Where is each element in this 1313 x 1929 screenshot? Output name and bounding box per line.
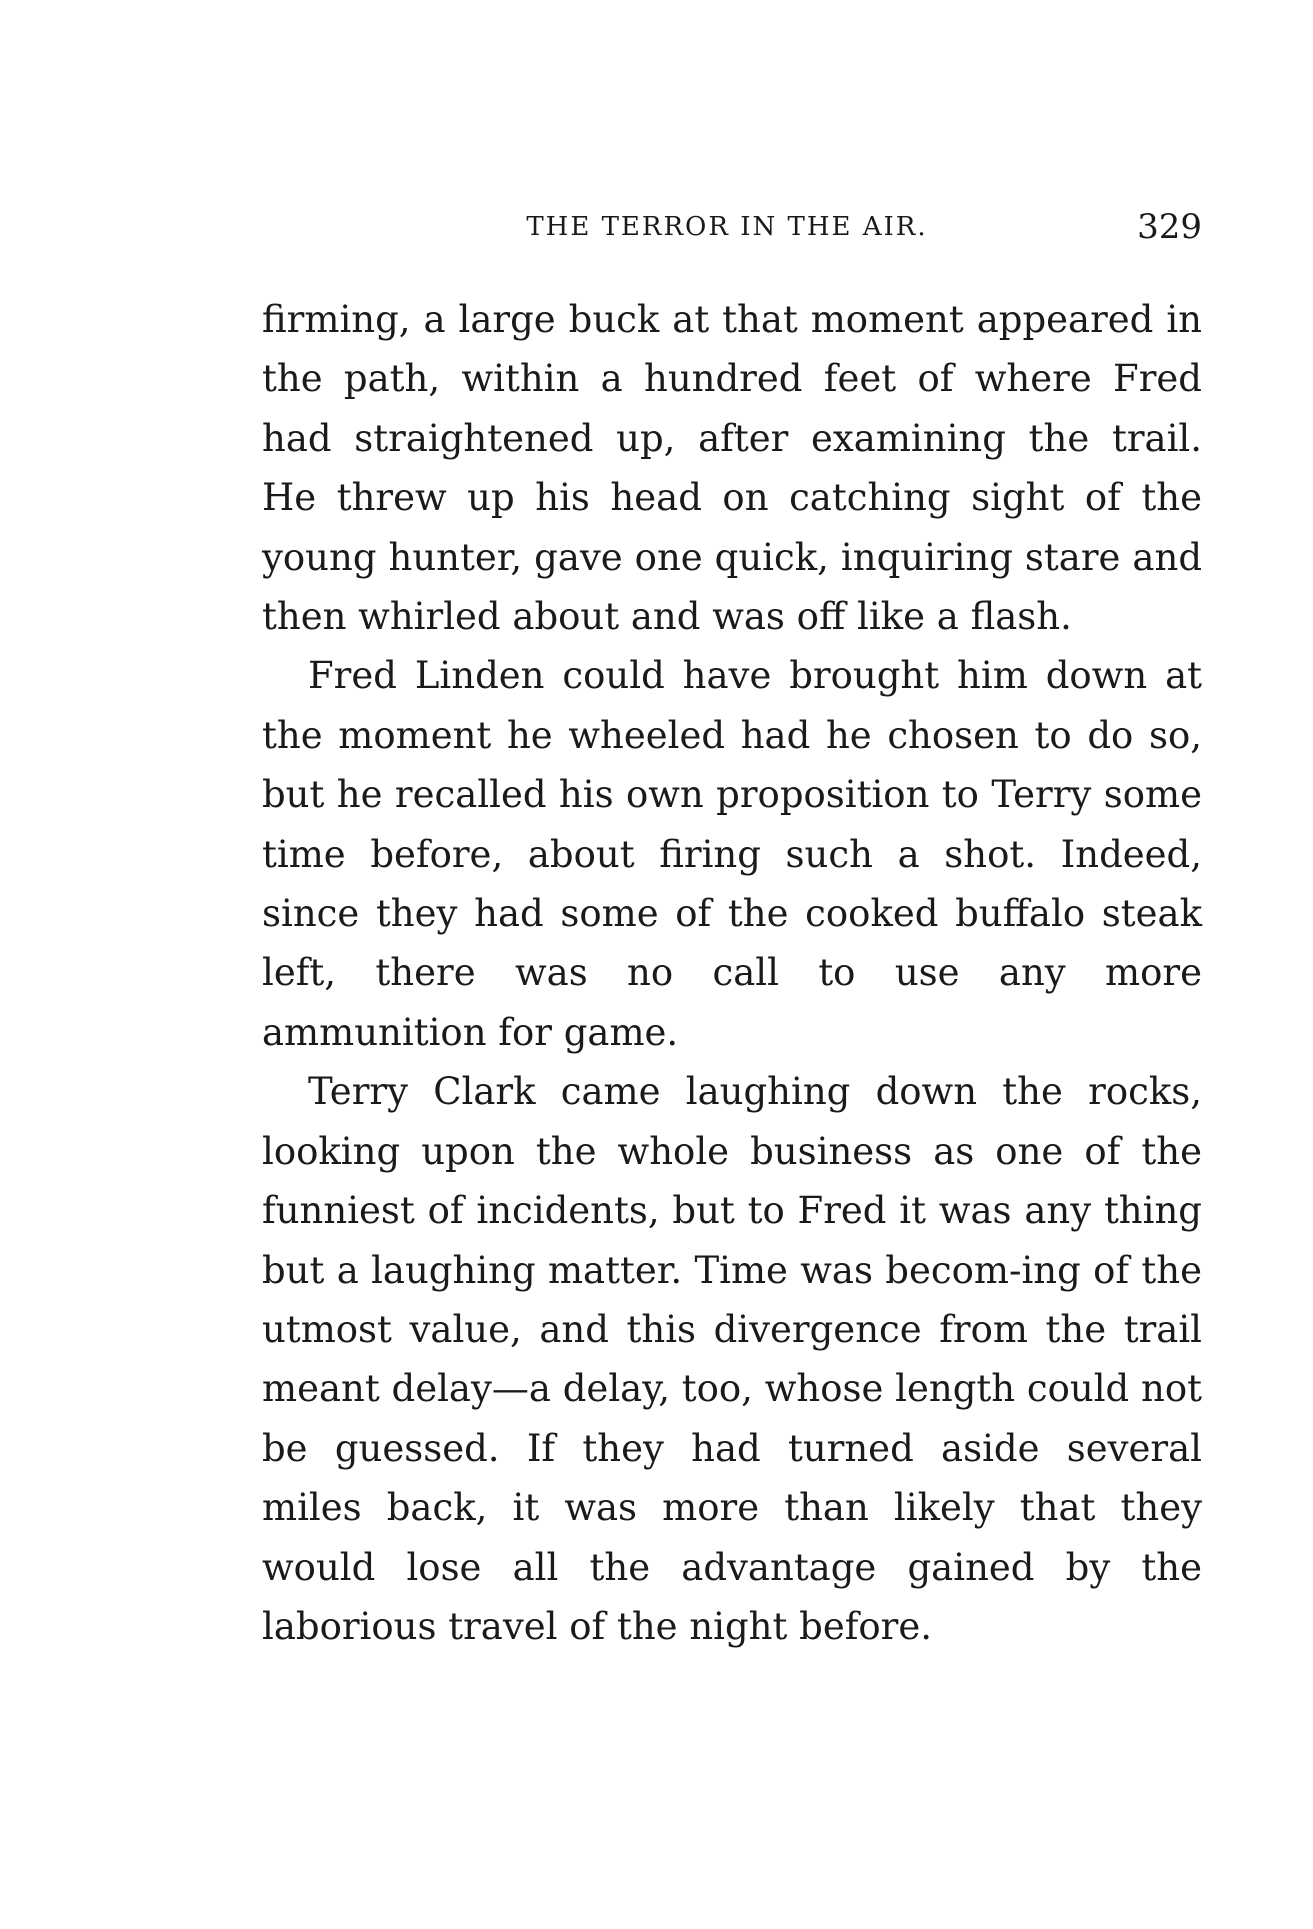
running-head (262, 205, 1202, 249)
running-title: THE TERROR IN THE AIR. (526, 212, 928, 242)
paragraph-continued: firming, a large buck at that moment appeared in the path, within a hundred feet of where Fred had straightened up, after examining the trail. He threw up his head on catching sight of the young hunter, gave one quick, inquiring stare and then whirled about and was off like a flash. (262, 298, 1202, 639)
page-number: 329 (1137, 207, 1202, 247)
body-text (262, 290, 1202, 1656)
paragraph-fred-linden: Fred Linden could have brought him down at the moment he wheeled had he chosen to do so, but he recalled his own proposition to Terry some time before, about firing such a shot. Indeed, since they had some of the cooked buffalo steak left, there was no call to use any more ammunition for game. (262, 654, 1202, 1054)
paragraph-terry-clark: Terry Clark came laughing down the rocks, looking upon the whole business as one of the funniest of incidents, but to Fred it was any thing but a laughing matter. Time was becom-ing of the utmost value, and this divergence from the trail meant delay—a delay, too, whose length could not be guessed. If they had turned aside several miles back, it was more than likely that they would lose all the advantage gained by the laborious travel of the night before. (262, 1070, 1202, 1648)
